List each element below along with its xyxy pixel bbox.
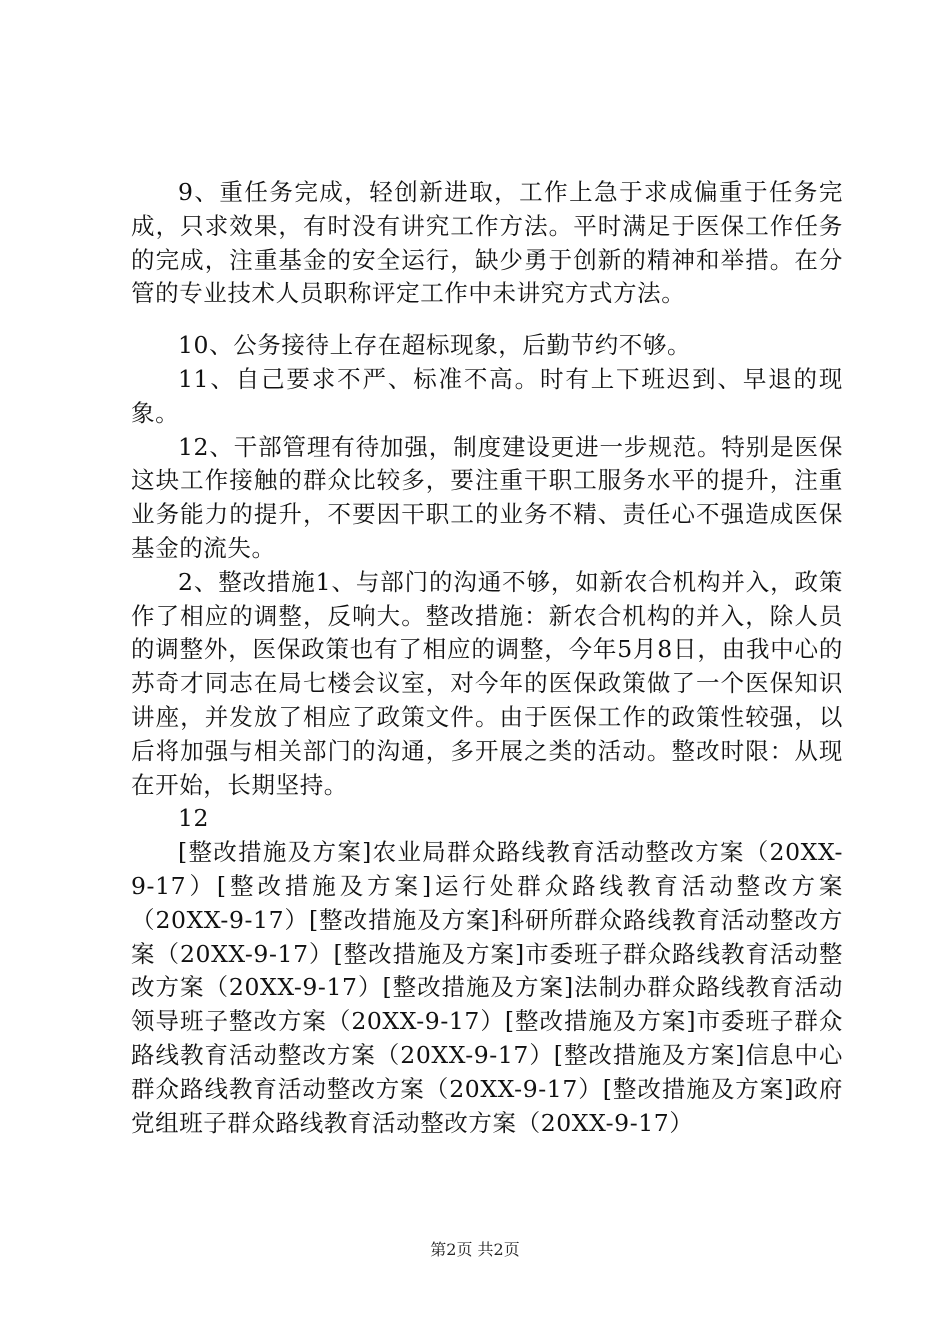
paragraph-item-9: 9、重任务完成，轻创新进取，工作上急于求成偏重于任务完成，只求效果，有时没有讲究工作方法。平时满足于医保工作任务的完成，注重基金的安全运行，缺少勇于创新的精神和举措。在分管的专业技术人员职称评定工作中未讲究方式方法。: [131, 178, 843, 308]
document-body: [131, 176, 843, 1140]
paragraph-number: 12: [178, 804, 210, 833]
page-number-footer: 第2页 共2页: [430, 1240, 520, 1259]
paragraph-rectification-measures: 2、整改措施1、与部门的沟通不够，如新农合机构并入，政策作了相应的调整，反响大。整改措施：新农合机构的并入，除人员的调整外，医保政策也有了相应的调整，今年5月8日，由我中心的苏奇才同志在局七楼会议室，对今年的医保政策做了一个医保知识讲座，并发放了相应了政策文件。由于医保工作的政策性较强，以后将加强与相关部门的沟通，多开展之类的活动。整改时限：从现在开始，长期坚持。: [131, 567, 843, 799]
paragraph-item-11: 11、自己要求不严、标准不高。时有上下班迟到、早退的现象。: [131, 364, 843, 427]
paragraph-related-articles: [整改措施及方案]农业局群众路线教育活动整改方案（20XX-9-17）[整改措施及方案]运行处群众路线教育活动整改方案（20XX-9-17）[整改措施及方案]科研所群众路线教育活动整改方案（20XX-9-17）[整改措施及方案]市委班子群众路线教育活动整改方案（20XX-9-17）[整改措施及方案]法制办群众路线教育活动领导班子整改方案（20XX-9-17）[整改措施及方案]市委班子群众路线教育活动整改方案（20XX-9-17）[整改措施及方案]信息中心群众路线教育活动整改方案（20XX-9-17）[整改措施及方案]政府党组班子群众路线教育活动整改方案（20XX-9-17）: [131, 838, 843, 1137]
paragraph-item-12: 12、干部管理有待加强，制度建设更进一步规范。特别是医保这块工作接触的群众比较多，要注重干职工服务水平的提升，注重业务能力的提升，不要因干职工的业务不精、责任心不强造成医保基金的流失。: [131, 432, 843, 562]
paragraph-item-10: 10、公务接待上存在超标现象，后勤节约不够。: [178, 331, 692, 360]
